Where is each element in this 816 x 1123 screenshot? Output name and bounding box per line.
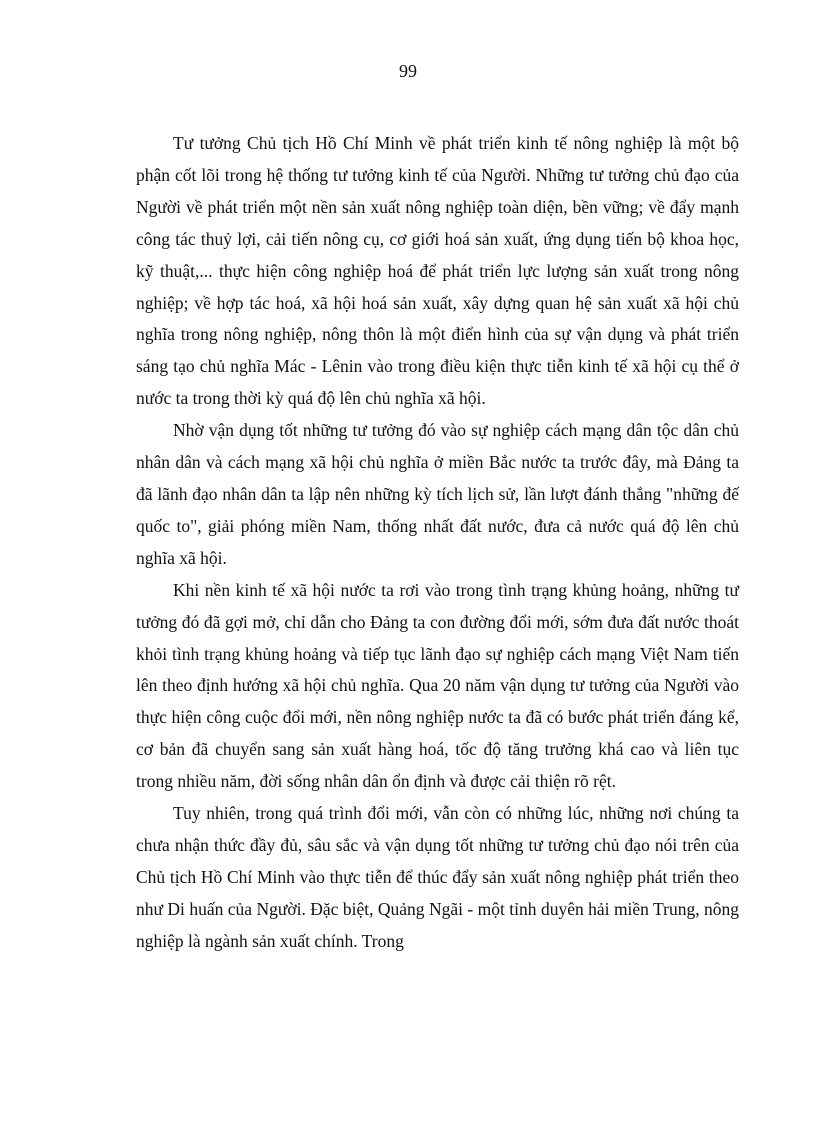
paragraph-4: Tuy nhiên, trong quá trình đổi mới, vẫn còn có những lúc, những nơi chúng ta chưa nhận thức đầy đủ, sâu sắc và vận dụng tốt những tư tưởng chủ đạo nói trên của Chủ tịch Hồ Chí Minh vào thực tiễn để thúc đẩy sản xuất nông nghiệp phát triển theo như Di huấn của Người. Đặc biệt, Quảng Ngãi - một tỉnh duyên hải miền Trung, nông nghiệp là ngành sản xuất chính. Trong xyxy=(136,803,739,951)
paragraph-2: Nhờ vận dụng tốt những tư tưởng đó vào sự nghiệp cách mạng dân tộc dân chủ nhân dân và cách mạng xã hội chủ nghĩa ở miền Bắc nước ta trước đây, mà Đảng ta đã lãnh đạo nhân dân ta lập nên những kỳ tích lịch sử, lần lượt đánh thắng "những đế quốc to", giải phóng miền Nam, thống nhất đất nước, đưa cả nước quá độ lên chủ nghĩa xã hội. xyxy=(136,420,739,568)
body-text xyxy=(136,128,739,958)
paragraph-1: Tư tưởng Chủ tịch Hồ Chí Minh về phát triển kinh tế nông nghiệp là một bộ phận cốt lõi trong hệ thống tư tưởng kinh tế của Người. Những tư tưởng chủ đạo của Người về phát triển một nền sản xuất nông nghiệp toàn diện, bền vững; về đẩy mạnh công tác thuỷ lợi, cải tiến nông cụ, cơ giới hoá sản xuất, ứng dụng tiến bộ khoa học, kỹ thuật,... thực hiện công nghiệp hoá để phát triển lực lượng sản xuất trong nông nghiệp; về hợp tác hoá, xã hội hoá sản xuất, xây dựng quan hệ sản xuất xã hội chủ nghĩa trong nông nghiệp, nông thôn là một điển hình của sự vận dụng và phát triển sáng tạo chủ nghĩa Mác - Lênin vào trong điều kiện thực tiễn kinh tế xã hội cụ thể ở nước ta trong thời kỳ quá độ lên chủ nghĩa xã hội. xyxy=(136,133,739,409)
page-number: 99 xyxy=(399,61,417,81)
paragraph-3: Khi nền kinh tế xã hội nước ta rơi vào trong tình trạng khủng hoảng, những tư tưởng đó đã gợi mở, chỉ dẫn cho Đảng ta con đường đổi mới, sớm đưa đất nước thoát khỏi tình trạng khủng hoảng và tiếp tục lãnh đạo sự nghiệp cách mạng Việt Nam tiến lên theo định hướng xã hội chủ nghĩa. Qua 20 năm vận dụng tư tưởng của Người vào thực hiện công cuộc đổi mới, nền nông nghiệp nước ta đã có bước phát triển đáng kể, cơ bản đã chuyển sang sản xuất hàng hoá, tốc độ tăng trưởng khá cao và liên tục trong nhiều năm, đời sống nhân dân ổn định và được cải thiện rõ rệt. xyxy=(136,579,739,792)
